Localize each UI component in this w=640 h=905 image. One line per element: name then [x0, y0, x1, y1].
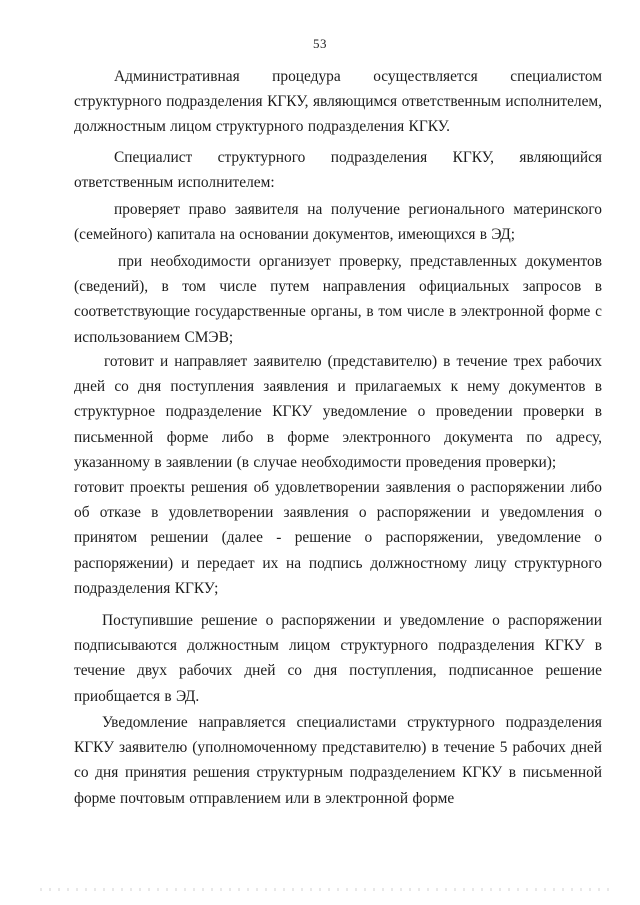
- scan-artifact-line: [40, 888, 610, 891]
- paragraph-organize-check: при необходимости организует проверку, представленных документов (сведений), в том числе путем направления официальных запросов в соответствующие государственные органы, в том числе в электронной форме с использованием СМЭВ;: [74, 253, 602, 346]
- paragraph-specialist: Специалист структурного подразделения КГКУ, являющийся ответственным исполнителем:: [74, 149, 602, 192]
- paragraph-procedure-intro: Административная процедура осуществляется специалистом структурного подразделения КГКУ, являющимся ответственным исполнителем, должностным лицом структурного подразделения КГКУ.: [74, 68, 602, 136]
- paragraph-signing: Поступившие решение о распоряжении и уведомление о распоряжении подписываются должностным лицом структурного подразделения КГКУ в течение двух рабочих дней со дня поступления, подписанное решение приобщается в ЭД.: [74, 612, 602, 705]
- paragraph-notification: Уведомление направляется специалистами структурного подразделения КГКУ заявителю (уполномоченному представителю) в течение 5 рабочих дней со дня принятия решения структурным подразделением КГКУ в письменной форме почтовым отправлением или в электронной форме: [74, 714, 602, 807]
- paragraph-check-right: проверяет право заявителя на получение регионального материнского (семейного) капитала на основании документов, имеющихся в ЭД;: [74, 201, 602, 244]
- page-number: 53: [313, 36, 327, 51]
- paragraph-prepare-decision: готовит проекты решения об удовлетворении заявления о распоряжении либо об отказе в удовлетворении заявления о распоряжении и уведомления о принятом решении (далее - решение о распоряжении, уведомление о распоряжении) и передает их на подпись должностному лицу структурного подразделения КГКУ;: [74, 479, 602, 597]
- paragraph-prepare-notice: готовит и направляет заявителю (представителю) в течение трех рабочих дней со дня поступления заявления и прилагаемых к нему документов в структурное подразделение КГКУ уведомление о проведении проверки в письменной форме либо в форме электронного документа по адресу, указанному в заявлении (в случае необходимости проведения проверки);: [74, 353, 602, 471]
